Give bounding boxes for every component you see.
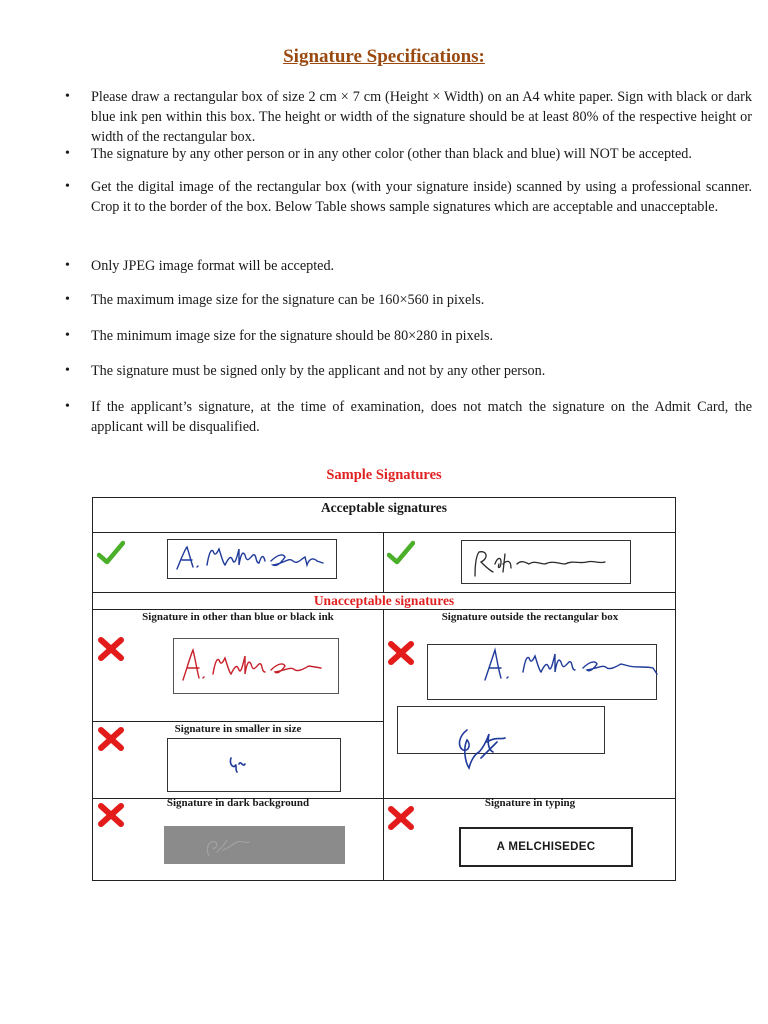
table-divider	[93, 609, 675, 610]
caption-other-color: Signature in other than blue or black ink	[142, 611, 334, 623]
cross-icon	[97, 636, 125, 662]
specification-list	[62, 87, 752, 439]
signature-scribble	[453, 726, 523, 776]
caption-typing: Signature in typing	[484, 797, 576, 809]
spec-item: • The signature by any other person or in any other color (other than black and blue) will NOT be accepted.	[62, 144, 752, 177]
signature-scribble	[179, 644, 335, 688]
table-divider	[93, 721, 383, 722]
cross-icon	[387, 640, 415, 666]
typed-signature: A MELCHISEDEC	[459, 827, 633, 867]
spec-item: • Please draw a rectangular box of size 2 cm × 7 cm (Height × Width) on an A4 white paper. Sign with black or dark blue ink pen within this box. The height or width of the signature should be at least 80% of the respective height or width of the rectangular box.	[62, 87, 752, 144]
spec-item: • If the applicant’s signature, at the time of examination, does not match the signature on the Admit Card, the applicant will be disqualified.	[62, 397, 752, 439]
caption-outside-box: Signature outside the rectangular box	[441, 611, 619, 623]
caption-smaller: Signature in smaller in size	[174, 723, 302, 735]
check-icon	[97, 540, 125, 566]
page-title-text: Signature Specifications:	[283, 46, 485, 67]
spec-item: • The minimum image size for the signature should be 80×280 in pixels.	[62, 326, 752, 361]
spec-item: • The maximum image size for the signature can be 160×560 in pixels.	[62, 290, 752, 326]
signature-scribble	[201, 830, 261, 862]
signature-sample	[167, 738, 341, 792]
signature-scribble	[173, 543, 333, 575]
signature-scribble	[467, 546, 627, 580]
spec-item: • Only JPEG image format will be accepted.	[62, 256, 752, 290]
table-divider	[383, 609, 384, 880]
table-divider	[93, 532, 675, 533]
spec-item: • Get the digital image of the rectangular box (with your signature inside) scanned by using a professional scanner. Crop it to the border of the box. Below Table shows sample signatures which are acceptable and unacceptable.	[62, 177, 752, 256]
signature-scribble	[479, 646, 679, 690]
caption-dark-bg: Signature in dark background	[166, 797, 310, 809]
acceptable-header: Acceptable signatures	[320, 500, 448, 515]
signature-scribble	[227, 754, 251, 774]
check-icon	[387, 540, 415, 566]
unacceptable-header: Unacceptable signatures	[313, 593, 455, 608]
spec-item: • The signature must be signed only by the applicant and not by any other person.	[62, 361, 752, 397]
page-title	[0, 46, 768, 68]
sample-signatures-table	[92, 497, 676, 881]
table-divider	[383, 532, 384, 592]
sample-signatures-heading: Sample Signatures	[326, 467, 442, 483]
